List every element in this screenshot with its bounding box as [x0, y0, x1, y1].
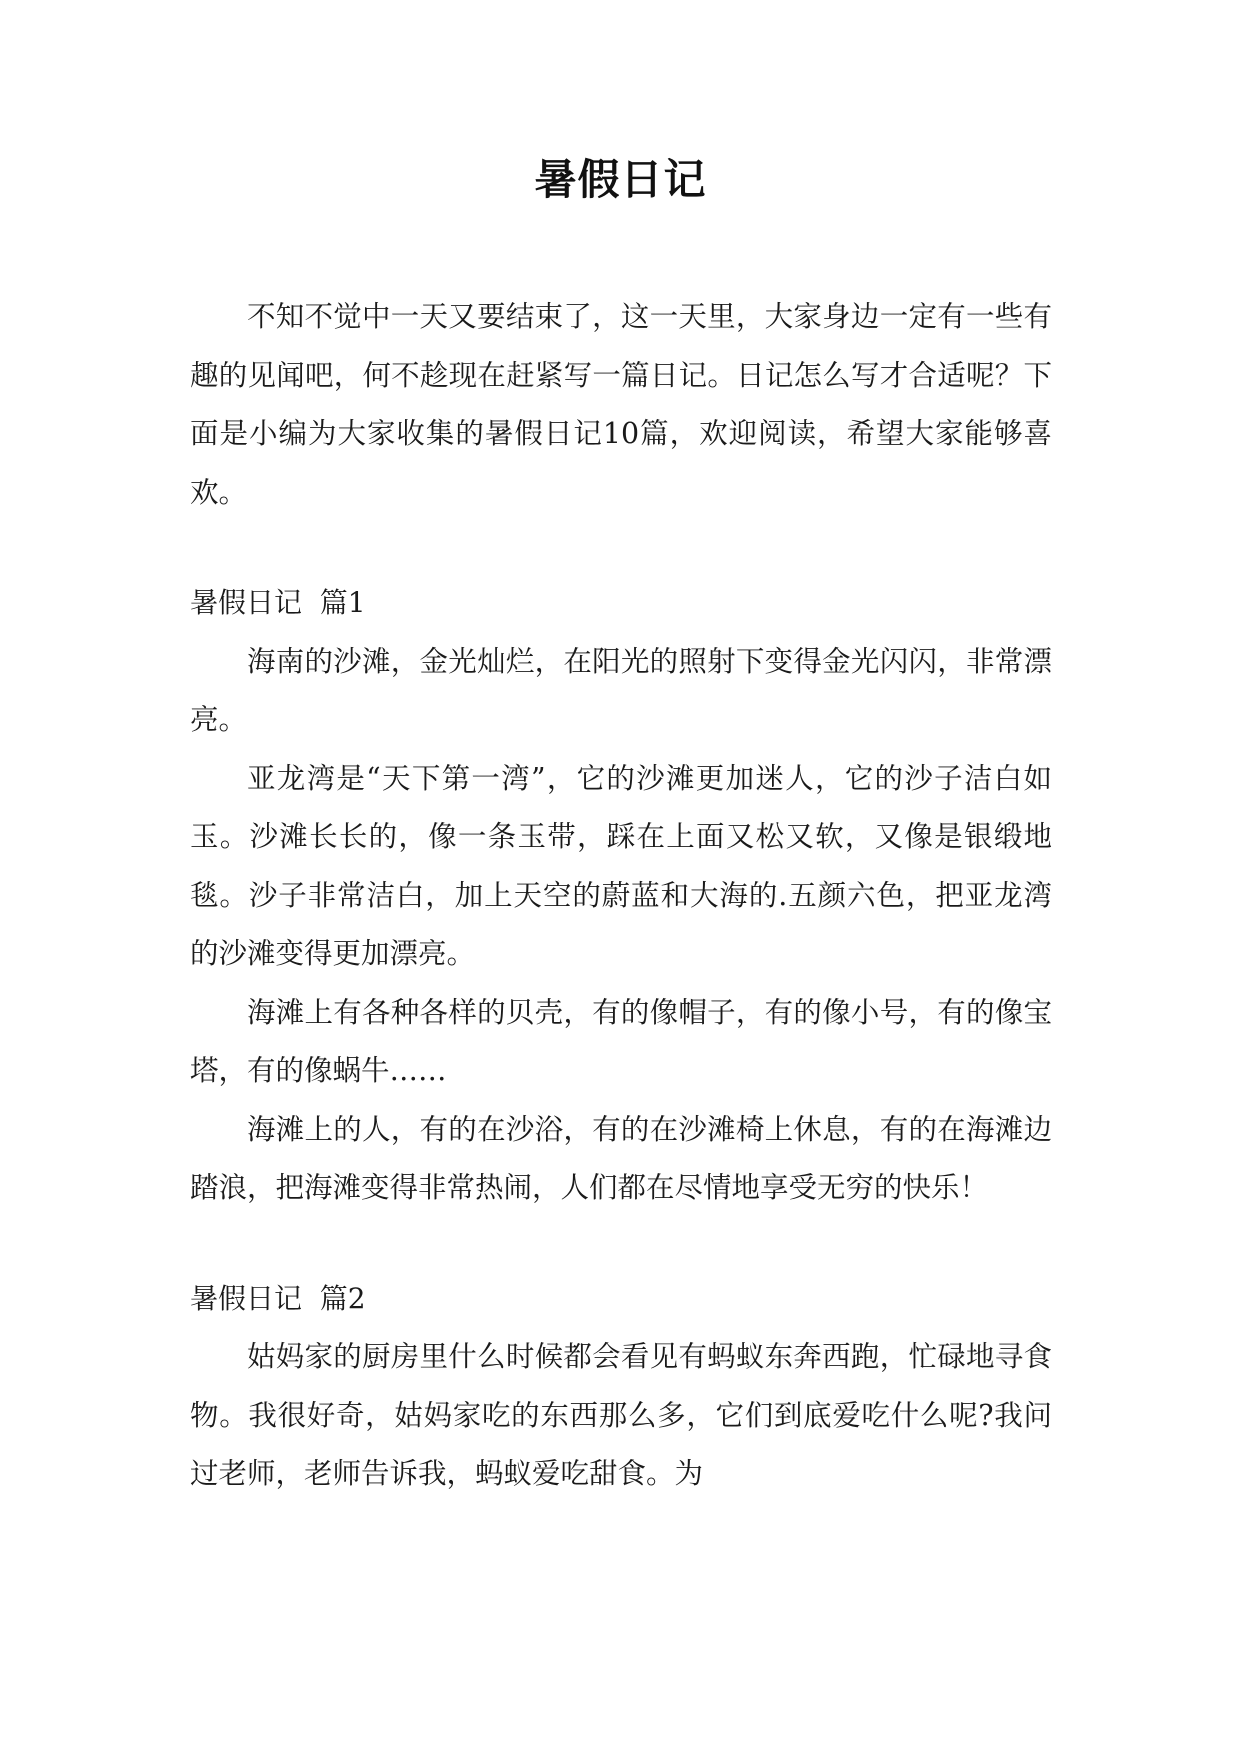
section-heading: 暑假日记 篇1 — [190, 586, 366, 619]
section-heading: 暑假日记 篇2 — [190, 1281, 366, 1315]
paragraph: 亚龙湾是“天下第一湾”，它的沙滩更加迷人，它的沙子洁白如玉。沙滩长长的，像一条玉带，踩在上面又松又软，又像是银缎地毯。沙子非常洁白，加上天空的蔚蓝和大海的.五颜六色，把亚龙湾的沙滩变得更加漂亮。 — [190, 761, 1052, 970]
paragraph: 海滩上的人，有的在沙浴，有的在沙滩椅上休息，有的在海滩边踏浪，把海滩变得非常热闹，人们都在尽情地享受无穷的快乐！ — [190, 1112, 1052, 1204]
paragraph: 姑妈家的厨房里什么时候都会看见有蚂蚁东奔西跑，忙碌地寻食物。我很好奇，姑妈家吃的东西那么多，它们到底爱吃什么呢?我问过老师，老师告诉我，蚂蚁爱吃甜食。为 — [190, 1340, 1052, 1490]
paragraph: 海滩上有各种各样的贝壳，有的像帽子，有的像小号，有的像宝塔，有的像蜗牛…… — [190, 995, 1052, 1087]
document-title: 暑假日记 — [534, 155, 707, 204]
diary-section-2 — [190, 1270, 1052, 1504]
document-body — [190, 288, 1052, 1504]
paragraph: 海南的沙滩，金光灿烂，在阳光的照射下变得金光闪闪，非常漂亮。 — [190, 644, 1052, 736]
intro-paragraph: 不知不觉中一天又要结束了，这一天里，大家身边一定有一些有趣的见闻吧，何不趁现在赶紧写一篇日记。日记怎么写才合适呢？下面是小编为大家收集的暑假日记10篇，欢迎阅读，希望大家能够喜欢。 — [190, 300, 1052, 509]
diary-section-1 — [190, 574, 1052, 1218]
